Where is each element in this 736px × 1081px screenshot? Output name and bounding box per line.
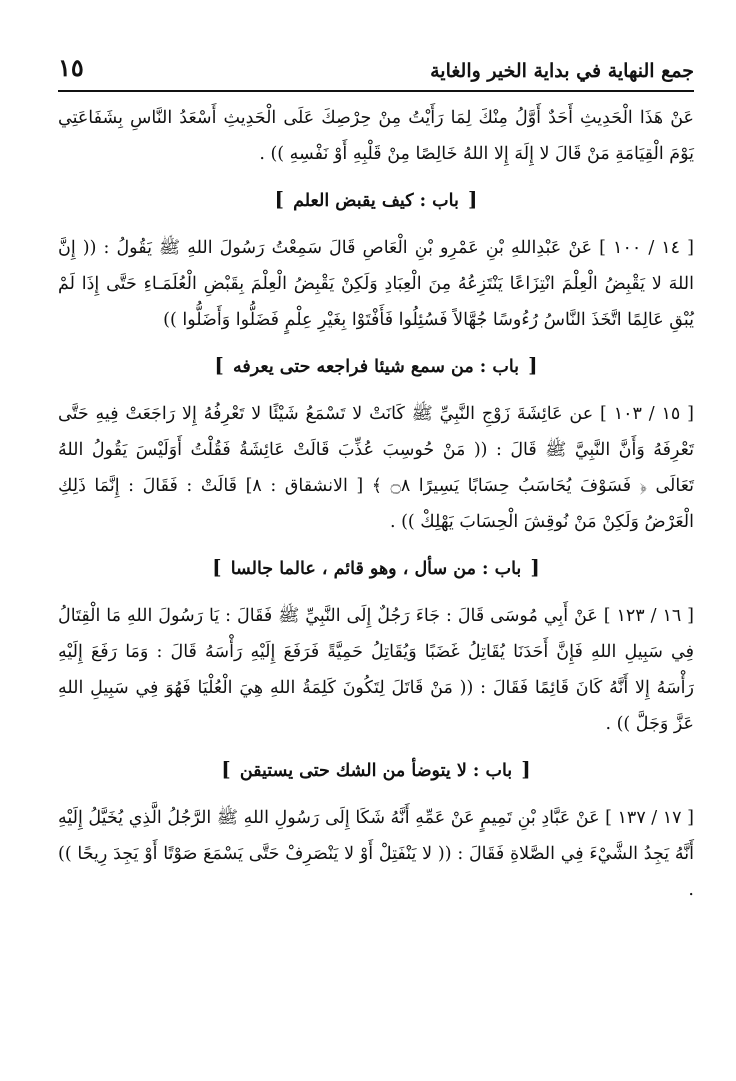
book-page (58, 40, 694, 908)
hadith-paragraph: [ ١٤ / ١٠٠ ] عَنْ عَبْدِاللهِ بْنِ عَمْرِو بْنِ الْعَاصِ قَالَ سَمِعْتُ رَسُولَ اللهِ ﷺ يَقُولُ : (( إِنَّ اللهَ لا يَقْبِضُ الْعِلْمَ انْتِزَاعًا يَنْتَزِعُهُ مِنَ الْعِبَادِ وَلَكِنْ يَقْبِضُ الْعِلْمَ بِقَبْضِ الْعُلَمَـاءِ حَتَّى إِذَا لَمْ يُبْقِ عَالِمًا اتَّخَذَ النَّاسُ رُءُوسًا جُهَّالاً فَسُئِلُوا فَأَفْتَوْا بِغَيْرِ عِلْمٍ فَضَلُّوا وَأَضَلُّوا )) (58, 238, 694, 330)
running-header (58, 40, 694, 92)
chapter-heading: [ باب : كيف يقبض العلم ] (274, 187, 478, 211)
page-number: ١٥ (58, 53, 84, 82)
chapter-heading: [ باب : من سمع شيئا فراجعه حتى يعرفه ] (214, 353, 538, 377)
chapter-heading: [ باب : لا يتوضأ من الشك حتى يستيقن ] (221, 757, 531, 781)
chapter-heading-text: باب : كيف يقبض العلم (293, 191, 459, 211)
hadith-paragraph: [ ١٧ / ١٣٧ ] عَنْ عَبَّادِ بْنِ تَمِيمٍ عَنْ عَمِّهِ أَنَّهُ شَكَا إِلَى رَسُولِ اللهِ ﷺ الرَّجُلُ الَّذِي يُخَيَّلُ إِلَيْهِ أَنَّهُ يَجِدُ الشَّيْءَ فِي الصَّلاةِ فَقَالَ : (( لا يَنْفَتِلْ أَوْ لا يَنْصَرِفْ حَتَّى يَسْمَعَ صَوْتًا أَوْ يَجِدَ رِيحًا )) . (58, 808, 694, 900)
book-title: جمع النهاية في بداية الخير والغاية (430, 60, 694, 82)
chapter-heading-text: باب : لا يتوضأ من الشك حتى يستيقن (239, 761, 513, 781)
hadith-paragraph: [ ١٦ / ١٢٣ ] عَنْ أَبِي مُوسَى قَالَ : جَاءَ رَجُلٌ إِلَى النَّبِيِّ ﷺ فَقَالَ : يَا رَسُولَ اللهِ مَا الْقِتَالُ فِي سَبِيلِ اللهِ فَإِنَّ أَحَدَنَا يُقَاتِلُ غَضَبًا وَيُقَاتِلُ حَمِيَّةً فَرَفَعَ إِلَيْهِ رَأْسَهُ قَالَ : وَمَا رَفَعَ إِلَيْهِ رَأْسَهُ إِلا أَنَّهُ كَانَ قَائِمًا فَقَالَ : (( مَنْ قَاتَلَ لِتَكُونَ كَلِمَةُ اللهِ هِيَ الْعُلْيَا فَهُوَ فِي سَبِيلِ اللهِ عَزَّ وَجَلَّ )) . (58, 606, 695, 734)
chapter-heading: [ باب : من سأل ، وهو قائم ، عالما جالسا ] (212, 555, 540, 579)
chapter-heading-text: باب : من سأل ، وهو قائم ، عالما جالسا (230, 559, 522, 579)
hadith-paragraph: [ ١٥ / ١٠٣ ] عن عَائِشَةَ زَوْجِ النَّبِيِّ ﷺ كَانَتْ لا تَسْمَعُ شَيْئًا لا تَعْرِفُهُ إِلا رَاجَعَتْ فِيهِ حَتَّى تَعْرِفَهُ وَأَنَّ النَّبِيَّ ﷺ قَالَ : (( مَنْ حُوسِبَ عُذِّبَ قَالَتْ عَائِشَةُ فَقُلْتُ أَوَلَيْسَ يَقُولُ اللهُ تَعَالَى ﴿ فَسَوْفَ يُحَاسَبُ حِسَابًا يَسِيرًا ۝٨ ﴾ [ الانشقاق : ٨] قَالَتْ : فَقَالَ : إِنَّمَا ذَلِكِ الْعَرْضُ وَلَكِنْ مَنْ نُوقِشَ الْحِسَابَ يَهْلِكْ )) . (58, 404, 695, 532)
paragraph-continuation: عَنْ هَذَا الْحَدِيثِ أَحَدٌ أَوَّلُ مِنْكَ لِمَا رَأَيْتُ مِنْ حِرْصِكَ عَلَى الْحَدِيثِ أَسْعَدُ النَّاسِ بِشَفَاعَتِي يَوْمَ الْقِيَامَةِ مَنْ قَالَ لا إِلَهَ إِلا اللهُ خَالِصًا مِنْ قَلْبِهِ أَوْ نَفْسِهِ )) . (58, 108, 694, 164)
chapter-heading-text: باب : من سمع شيئا فراجعه حتى يعرفه (232, 357, 520, 377)
